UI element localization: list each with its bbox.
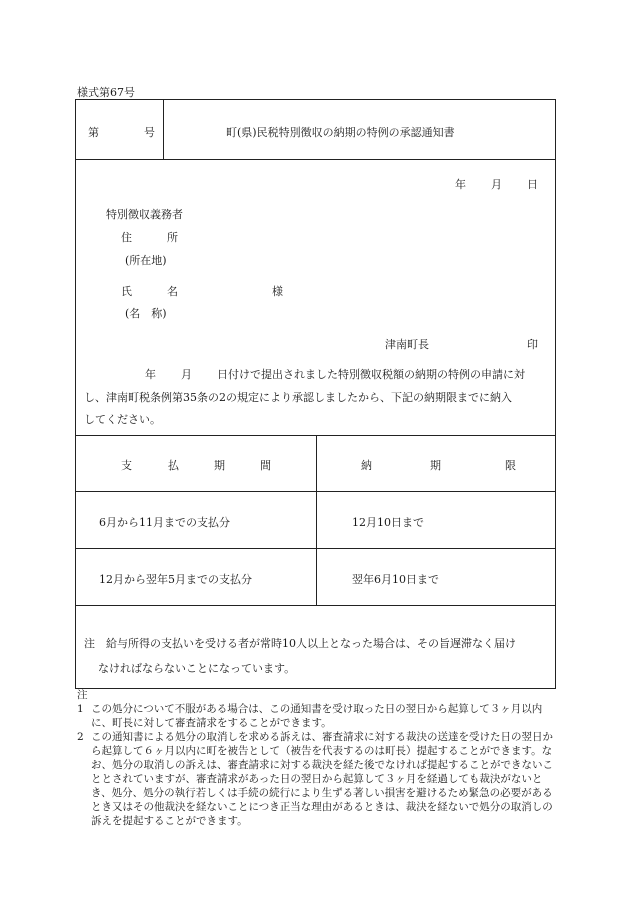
table-header-period-3: 期 <box>214 459 225 472</box>
body-year: 年 <box>145 368 156 381</box>
divider-header-col <box>163 99 164 159</box>
body-line1: 日付けで提出されました特別徴収税額の納期の特例の申請に対 <box>217 368 525 381</box>
location-label: (所在地) <box>125 254 167 267</box>
date-month: 月 <box>491 178 502 191</box>
number-label-left: 第 <box>88 126 99 139</box>
address-label-1: 住 <box>121 231 132 244</box>
issuer-name: 津南町長 <box>385 338 429 351</box>
body-line2: し、津南町税条例第35条の2の規定により承認しましたから、下記の納期限までに納入 <box>84 391 512 404</box>
table-header-period-2: 払 <box>168 459 179 472</box>
form-number: 様式第67号 <box>77 86 135 99</box>
recipient-role: 特別徴収義務者 <box>106 208 183 221</box>
note-number: 2 <box>77 731 84 743</box>
note-text: この処分について不服がある場合は、この通知書を受け取った日の翌日から起算して３ヶ月以内に、町長に対して審査請求をすることができます。 <box>91 703 543 729</box>
table-row2-period: 12月から翌年5月までの支払分 <box>99 573 252 586</box>
note-number: 1 <box>77 703 84 715</box>
table-header-period-4: 間 <box>260 459 271 472</box>
notice-title: 町(県)民税特別徴収の納期の特例の承認通知書 <box>226 126 455 139</box>
date-year: 年 <box>455 178 466 191</box>
table-row1-deadline: 12月10日まで <box>352 516 424 529</box>
title-paren: (名 称) <box>125 307 167 320</box>
footnote-line1: 注 給与所得の支払いを受ける者が常時10人以上となった場合は、その旨遅滞なく届け <box>84 637 516 650</box>
note-item-1 <box>77 702 557 730</box>
note-text: この通知書による処分の取消しを求める訴えは、審査請求に対する裁決の送達を受けた日の翌日から起算して６ヶ月以内に町を被告として（被告を代表するのは町長）提起することができます。なお、処分の取消しの訴えは、審査請求に対する裁決を経た後でなければ提起することができないこととされていますが、審査請求があった日の翌日から起算して３ヶ月を経過しても裁決がないとき、処分、処分の執行若しくは手続の続行により生ずる著しい損害を避けるため緊急の必要があるとき又はその他裁決を経ないことにつき正当な理由があるときは、裁決を経ないで処分の取消しの訴えを提起することができます。 <box>91 731 553 827</box>
body-line3: してください。 <box>84 413 161 426</box>
name-label-2: 名 <box>167 285 178 298</box>
table-row2-deadline: 翌年6月10日まで <box>352 573 439 586</box>
divider-table-col <box>316 435 317 605</box>
table-row1-period: 6月から11月までの支払分 <box>99 516 230 529</box>
notes-section <box>77 688 557 828</box>
date-day: 日 <box>527 178 538 191</box>
issuer-seal: 印 <box>527 338 538 351</box>
table-header-period-1: 支 <box>121 459 132 472</box>
divider-table-row2 <box>75 605 556 606</box>
divider-header <box>75 159 556 160</box>
number-label-right: 号 <box>144 126 155 139</box>
note-item-2 <box>77 730 557 828</box>
honorific: 様 <box>272 285 283 298</box>
body-month: 月 <box>181 368 192 381</box>
table-header-deadline-3: 限 <box>505 459 516 472</box>
footnote-line2: なければならないことになっています。 <box>98 662 296 675</box>
notes-heading: 注 <box>77 689 88 701</box>
address-label-2: 所 <box>167 231 178 244</box>
table-header-deadline-1: 納 <box>361 459 372 472</box>
name-label-1: 氏 <box>121 285 132 298</box>
table-header-deadline-2: 期 <box>430 459 441 472</box>
